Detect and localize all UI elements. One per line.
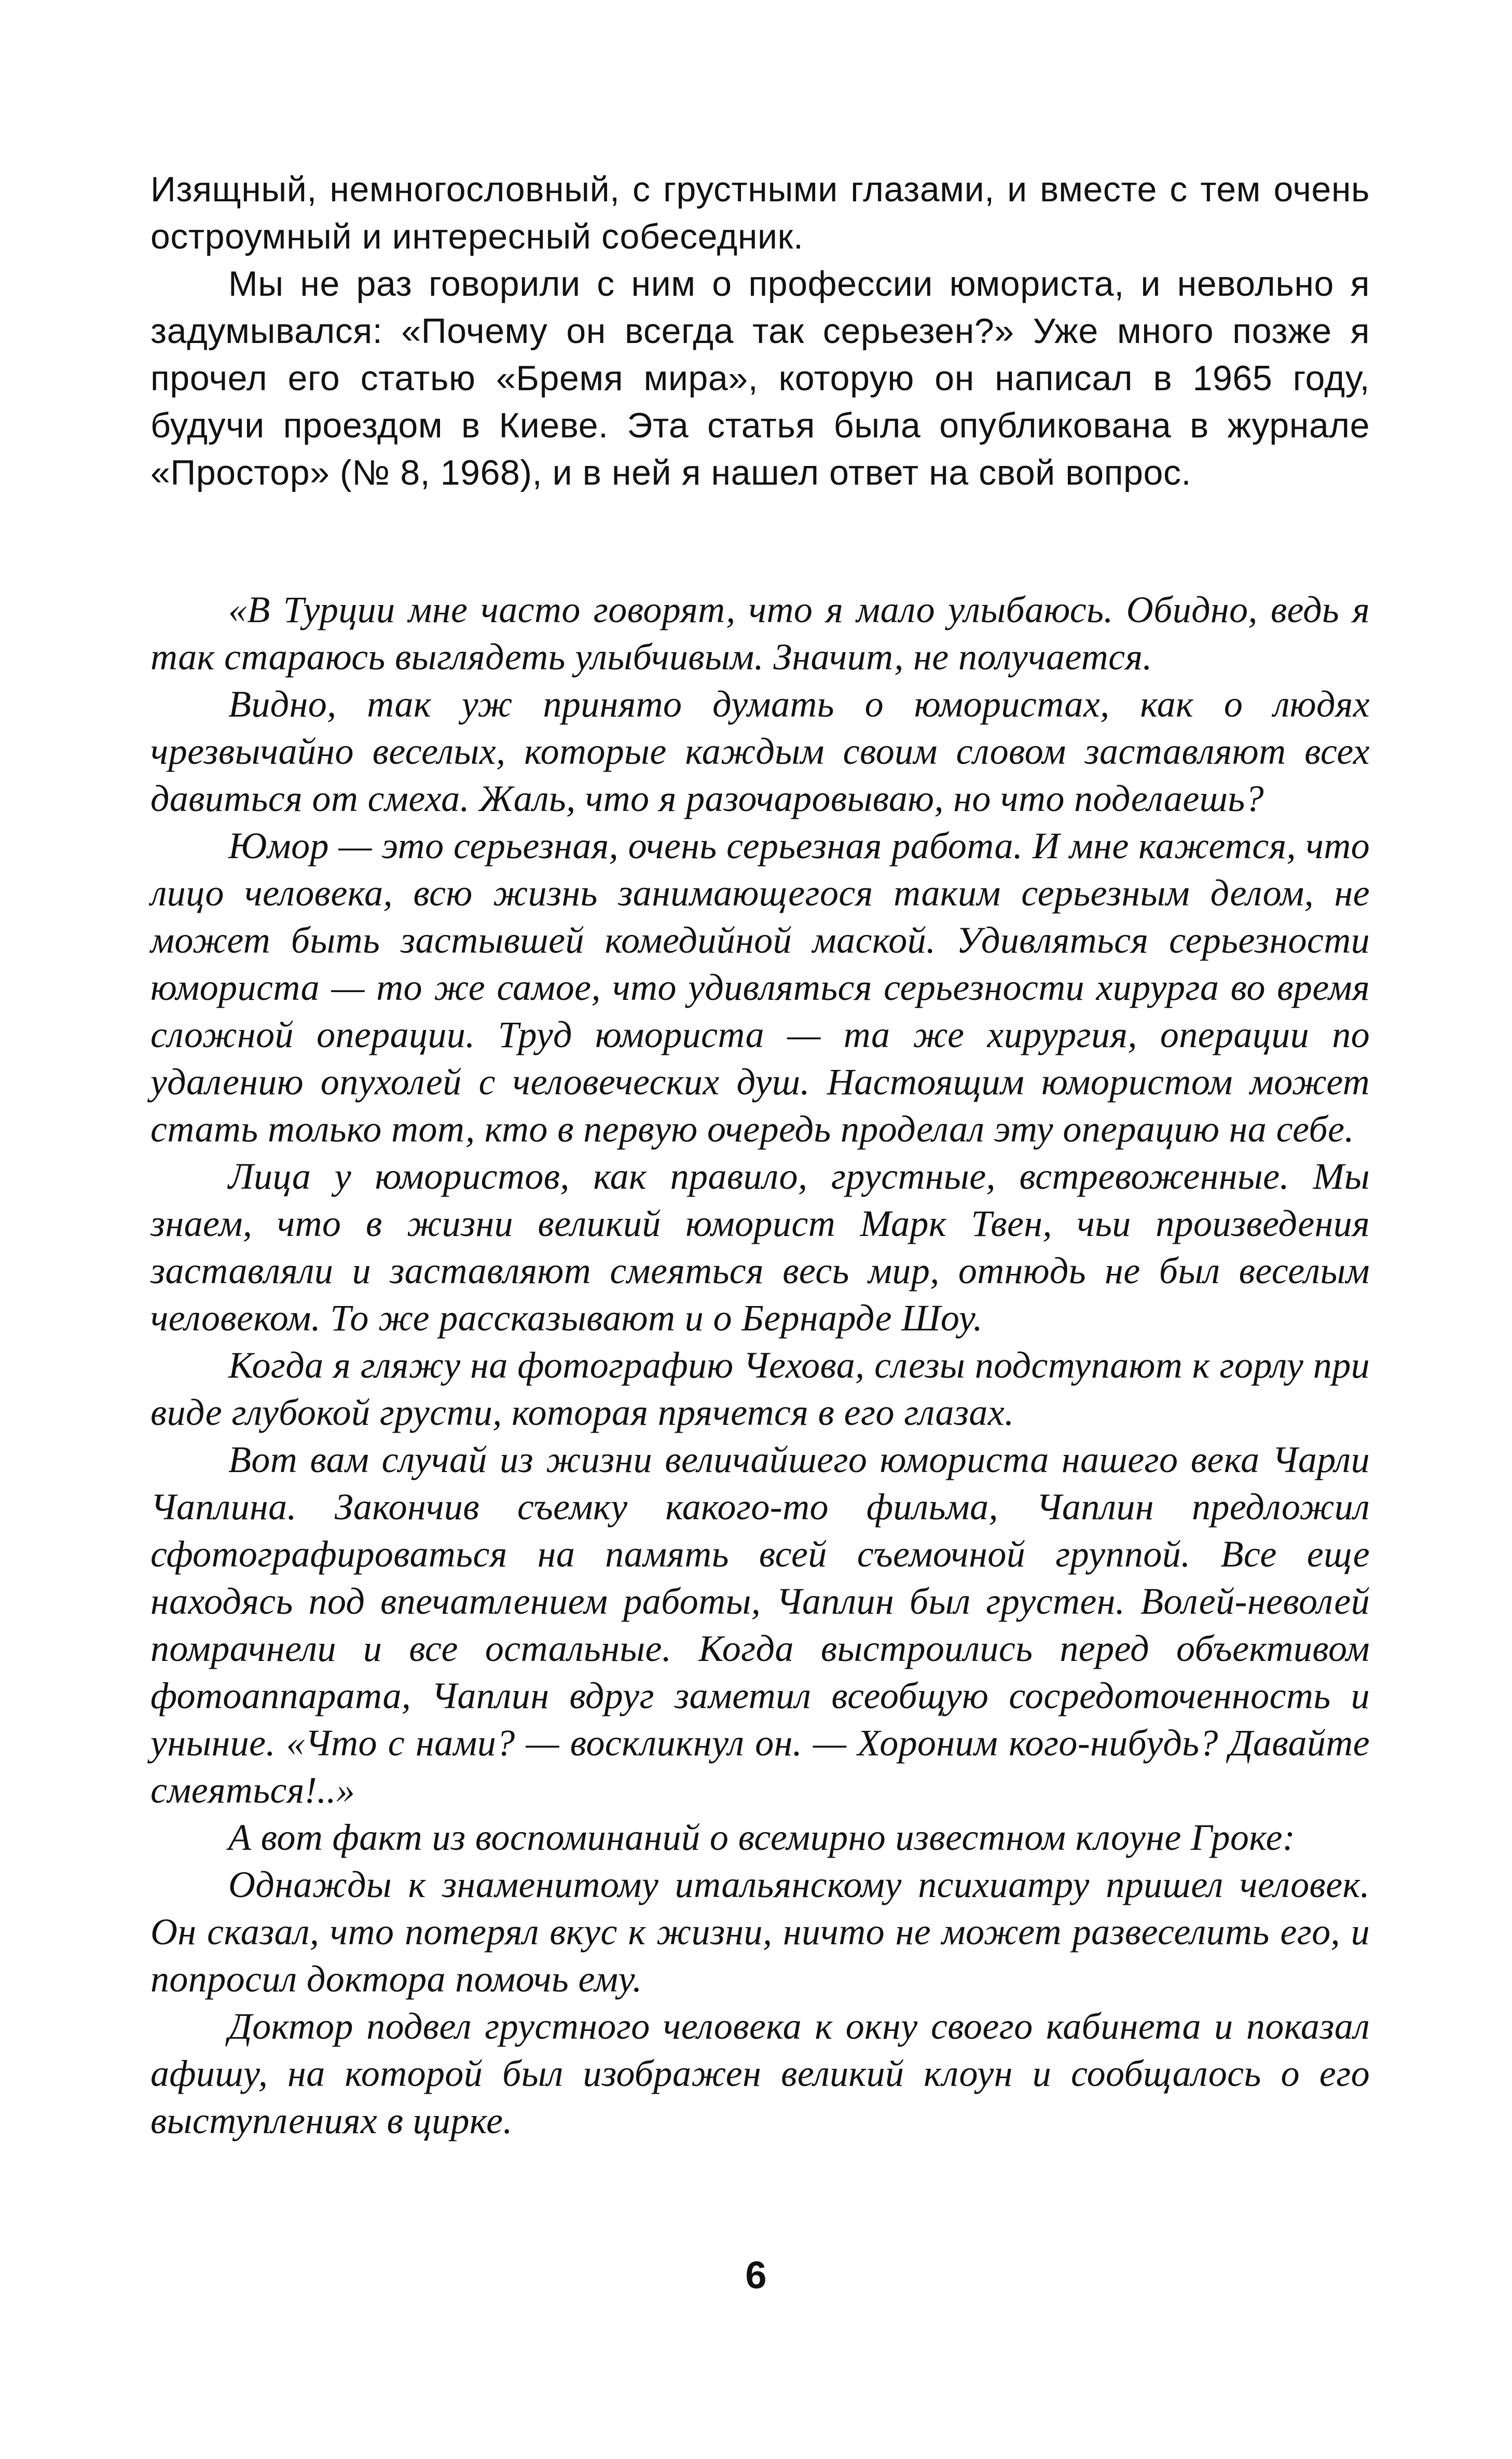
quote-paragraph: Однажды к знаменитому итальянскому психиатру пришел человек. Он сказал, что потерял вкус к жизни, ничто не может развеселить его, и попросил доктора помочь ему.	[150, 1864, 1370, 2000]
intro-paragraph: Мы не раз говорили с ним о профессии юмориста, и невольно я задумывался: «Почему он всегда так серьезен?» Уже много позже я прочел его статью «Бремя мира», которую он написал в 1965 году, будучи проездом в Киеве. Эта статья была опубликована в журнале «Простор» (№ 8, 1968), и в ней я нашел ответ на свой вопрос.	[150, 264, 1370, 492]
quote-paragraph: Юмор — это серьезная, очень серьезная работа. И мне кажется, что лицо человека, всю жизнь занимающегося таким серьезным делом, не может быть застывшей комедийной маской. Удивляться серьезности юмориста — то же самое, что удивляться серьезности хирурга во время сложной операции. Труд юмориста — та же хирургия, операции по удалению опухолей с человеческих душ. Настоящим юмористом может стать только тот, кто в первую очередь проделал эту операцию на себе.	[150, 825, 1370, 1150]
quote-paragraph: Вот вам случай из жизни величайшего юмориста нашего века Чарли Чаплина. Закончив съемку какого-то фильма, Чаплин предложил сфотографироваться на память всей съемочной группой. Все еще находясь под впечатлением работы, Чаплин был грустен. Волей-неволей помрачнели и все остальные. Когда выстроились перед объективом фотоаппарата, Чаплин вдруг заметил всеобщую сосредоточенность и уныние. «Что с нами? — воскликнул он. — Хороним кого-нибудь? Давайте смеяться!..»	[150, 1439, 1370, 1811]
quote-paragraph: «В Турции мне часто говорят, что я мало улыбаюсь. Обидно, ведь я так стараюсь выглядеть улыбчивым. Значит, не получается.	[150, 589, 1370, 678]
intro-text	[150, 166, 1370, 497]
quote-paragraph: А вот факт из воспоминаний о всемирно известном клоуне Гроке:	[228, 1817, 1296, 1858]
page-number: 6	[745, 2254, 767, 2297]
intro-paragraph: Изящный, немногословный, с грустными глазами, и вместе с тем очень остроумный и интересный собеседник.	[150, 170, 1370, 256]
quote-paragraph: Лица у юмористов, как правило, грустные, встревоженные. Мы знаем, что в жизни великий юморист Марк Твен, чьи произведения заставляли и заставляют смеяться весь мир, отнюдь не был веселым человеком. То же рассказывают и о Бернарде Шоу.	[150, 1156, 1370, 1339]
quote-paragraph: Доктор подвел грустного человека к окну своего кабинета и показал афишу, на которой был изображен великий клоун и сообщалось о его выступлениях в цирке.	[150, 2005, 1370, 2141]
quote-paragraph: Видно, так уж принято думать о юмористах, как о людях чрезвычайно веселых, которые каждым своим словом заставляют всех давиться от смеха. Жаль, что я разочаровываю, но что поделаешь?	[150, 683, 1370, 819]
quote-paragraph: Когда я гляжу на фотографию Чехова, слезы подступают к горлу при виде глубокой грусти, которая прячется в его глазах.	[150, 1344, 1370, 1433]
quoted-article	[150, 586, 1370, 2145]
